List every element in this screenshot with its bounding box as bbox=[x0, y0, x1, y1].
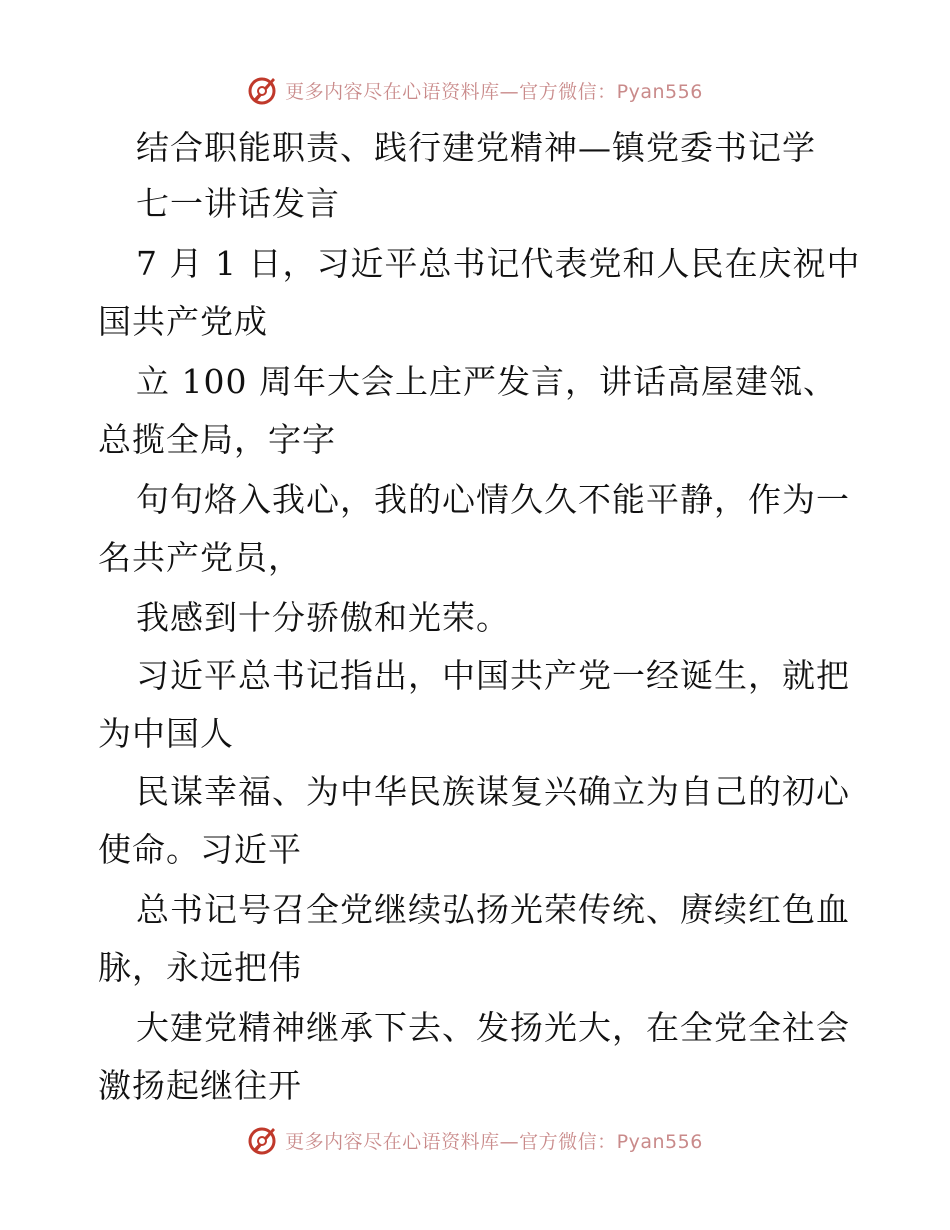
text-line: 7 月 1 日，习近平总书记代表党和人民在庆祝中 bbox=[136, 244, 861, 283]
quill-logo-icon bbox=[247, 1124, 279, 1156]
text-line: 七一讲话发言 bbox=[136, 184, 340, 223]
footer-watermark bbox=[0, 1122, 950, 1158]
text-line: 总揽全局，字字 bbox=[98, 420, 336, 459]
text-line: 大建党精神继承下去、发扬光大，在全党全社会 bbox=[136, 1008, 850, 1047]
text-line: 习近平总书记指出，中国共产党一经诞生，就把 bbox=[136, 656, 850, 695]
text-line: 句句烙入我心，我的心情久久不能平静，作为一 bbox=[136, 480, 850, 519]
text-line: 使命。习近平 bbox=[98, 830, 302, 869]
text-line: 结合职能职责、践行建党精神—镇党委书记学 bbox=[136, 128, 816, 167]
watermark-text: 更多内容尽在心语资料库—官方微信：Pyan556 bbox=[285, 1130, 703, 1153]
text-line: 国共产党成 bbox=[98, 302, 268, 341]
text-line: 总书记号召全党继续弘扬光荣传统、赓续红色血 bbox=[136, 890, 850, 929]
text-line: 立 100 周年大会上庄严发言，讲话高屋建瓴、 bbox=[136, 362, 837, 401]
text-line: 激扬起继往开 bbox=[98, 1066, 302, 1105]
quill-logo-icon bbox=[247, 74, 279, 106]
header-watermark bbox=[0, 72, 950, 108]
text-line: 民谋幸福、为中华民族谋复兴确立为自己的初心 bbox=[136, 772, 850, 811]
text-line: 脉，永远把伟 bbox=[98, 948, 302, 987]
watermark-text: 更多内容尽在心语资料库—官方微信：Pyan556 bbox=[285, 80, 703, 103]
text-line: 为中国人 bbox=[98, 714, 234, 753]
text-line: 我感到十分骄傲和光荣。 bbox=[136, 598, 510, 637]
text-line: 名共产党员， bbox=[98, 538, 302, 577]
